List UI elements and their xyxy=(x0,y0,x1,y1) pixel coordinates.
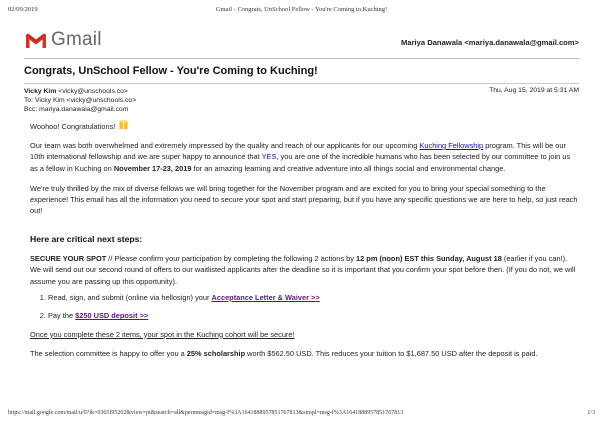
yes-highlight: YES xyxy=(261,152,277,162)
acceptance-letter-link[interactable]: Acceptance Letter & Waiver >> xyxy=(211,292,320,302)
secure-label: SECURE YOUR SPOT xyxy=(30,254,107,264)
p1-text-d: for an amazing learning and creative adventure into all things social and environmental change. xyxy=(191,163,506,173)
paragraph-thrilled: We're truly thrilled by the mix of diverse fellows we will bring together for the November program and are excited for you to bring your special something to the experience! This email has all the information you need to secure your spot and start preparing, but if you have any specific questions we are here to help, so just reach out! xyxy=(30,183,578,216)
print-header xyxy=(8,6,595,16)
email-subject: Congrats, UnSchool Fellow - You're Coming to Kuching! xyxy=(24,65,318,77)
p3-text-a: The selection committee is happy to offer you a xyxy=(30,348,187,358)
secure-spot-paragraph xyxy=(30,253,579,287)
message-date: Thu, Aug 15, 2019 at 5:31 AM xyxy=(489,87,579,94)
steps-list xyxy=(30,292,579,322)
program-dates: November 17-23, 2019 xyxy=(113,163,192,173)
completion-note: Once you complete these 2 items, your spot in the Kuching cohort will be secure! xyxy=(30,329,295,339)
message-body xyxy=(30,121,579,359)
scholarship-paragraph xyxy=(30,348,579,359)
subject-divider xyxy=(24,83,579,84)
gmail-logo[interactable] xyxy=(25,29,102,51)
gmail-m-icon xyxy=(25,32,47,49)
header-divider xyxy=(24,58,579,59)
sender-name: Vicky Kim xyxy=(24,88,57,95)
kuching-fellowship-link[interactable]: Kuching Fellowship xyxy=(419,141,484,150)
page-number: 1/3 xyxy=(587,410,595,416)
p1-text-a: Our team was both overwhelmed and extremely impressed by the quality and reach of our applicants for our upcoming xyxy=(30,141,420,150)
print-url: https://mail.google.com/mail/u/0?ik=0365f95202&view=pt&search=all&permmsgid=msg-f%3A1641888957851767813&simpl=msg-f%3A1641888957851767813 xyxy=(8,410,404,416)
greeting xyxy=(30,121,579,140)
bcc-line: Bcc: mariya.danawala@gmail.com xyxy=(24,106,129,113)
step1-text: Read, sign, and submit (online via hellosign) your xyxy=(48,292,212,302)
step-item xyxy=(48,292,579,303)
sender-email: <vicky@unschools.co> xyxy=(58,88,128,95)
from-line xyxy=(24,87,136,96)
secure-text-b: (earlier if you can!). We will send out our second round of offers to our waitlisted applicants after the deadline so it is important that you confirm your spot before then. (If you do not, we will assume you are passing up this opportunity). xyxy=(30,254,576,286)
to-line: To: Vicky Kim <vicky@unschools.co> xyxy=(24,97,137,104)
message-meta xyxy=(24,87,136,114)
account-info xyxy=(401,38,579,47)
paragraph-selection xyxy=(30,140,579,174)
secure-deadline: 12 pm (noon) EST this Sunday, August 18 xyxy=(356,254,502,264)
print-title: Gmail - Congrats, UnSchool Fellow - You're Coming to Kuching! xyxy=(215,6,388,13)
scholarship-amount: 25% scholarship xyxy=(186,348,246,358)
raised-hands-icon xyxy=(118,119,129,130)
p3-text-b: worth $562.50 USD. This reduces your tuition to $1,687.50 USD after the deposit is paid. xyxy=(245,348,538,358)
step2-text: Pay the xyxy=(48,311,76,321)
deposit-link[interactable]: $250 USD deposit >> xyxy=(75,311,149,321)
account-name: Mariya Danawala xyxy=(401,38,463,47)
gmail-logo-text: Gmail xyxy=(51,29,102,50)
account-email: <mariya.danawala@gmail.com> xyxy=(464,38,579,47)
print-date: 02/09/2019 xyxy=(8,6,38,13)
steps-heading: Here are critical next steps: xyxy=(30,233,143,244)
greeting-text: Woohoo! Congratulations! xyxy=(30,122,116,131)
print-footer xyxy=(8,410,595,420)
secure-text-a: // Please confirm your participation by completing the following 2 actions by xyxy=(106,254,357,264)
p1-text-c: , you are one of the incredible humans who has been selected by our committee to join us as a fellow in Kuching on xyxy=(30,152,571,173)
p1-text-b: program. This will be our 10th international fellowship and we are super happy to announce that xyxy=(30,141,566,162)
step-item xyxy=(48,310,579,321)
